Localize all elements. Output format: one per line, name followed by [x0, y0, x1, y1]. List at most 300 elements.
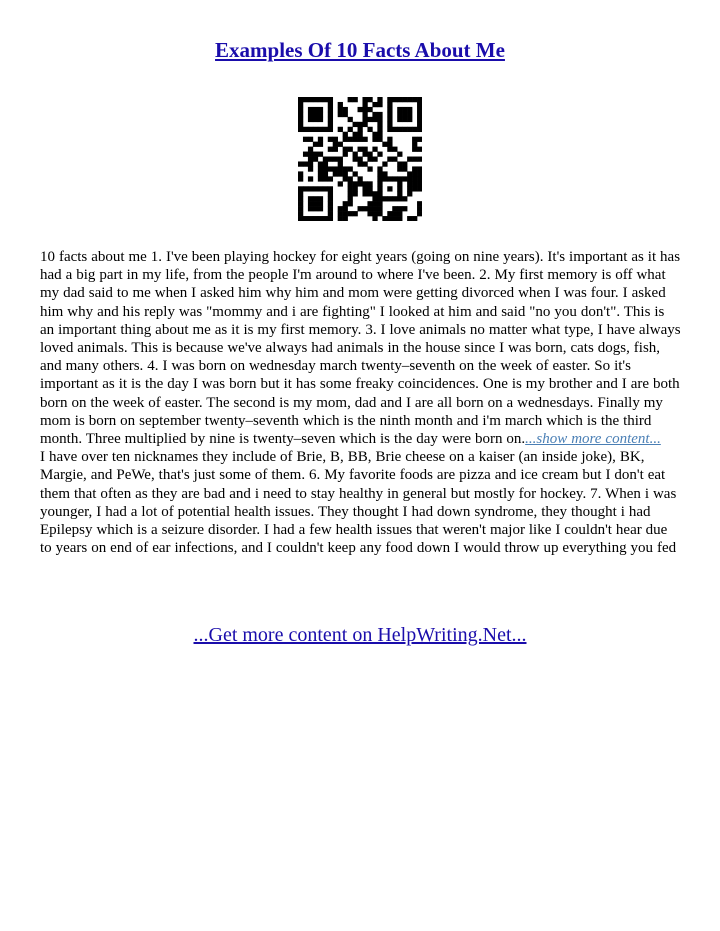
qr-module: [348, 117, 353, 122]
qr-module: [308, 201, 313, 206]
qr-module: [313, 112, 318, 117]
qr-module: [318, 152, 323, 157]
qr-module: [372, 216, 377, 221]
qr-module: [377, 201, 382, 206]
qr-module: [313, 216, 318, 221]
qr-module: [387, 211, 392, 216]
qr-module: [377, 112, 382, 117]
qr-module: [387, 147, 392, 152]
qr-module: [308, 137, 313, 142]
qr-module: [387, 176, 392, 181]
qr-module: [343, 166, 348, 171]
qr-module: [313, 201, 318, 206]
qr-module: [343, 211, 348, 216]
qr-module: [323, 161, 328, 166]
qr-module: [417, 97, 422, 102]
qr-module: [412, 216, 417, 221]
qr-module: [397, 181, 402, 186]
qr-module: [328, 206, 333, 211]
qr-module: [367, 152, 372, 157]
qr-module: [328, 137, 333, 142]
qr-module: [402, 206, 407, 211]
qr-module: [372, 157, 377, 162]
qr-module: [372, 147, 377, 152]
qr-module: [392, 147, 397, 152]
qr-module: [372, 201, 377, 206]
qr-module: [338, 102, 343, 107]
qr-module: [358, 157, 363, 162]
qr-module: [338, 211, 343, 216]
qr-module: [377, 171, 382, 176]
qr-module: [397, 206, 402, 211]
qr-module: [353, 122, 358, 127]
qr-module: [412, 137, 417, 142]
qr-module: [417, 137, 422, 142]
qr-module: [318, 201, 323, 206]
qr-module: [328, 196, 333, 201]
qr-module: [348, 137, 353, 142]
qr-module: [358, 176, 363, 181]
qr-code-icon: [298, 97, 422, 221]
qr-module: [318, 171, 323, 176]
qr-module: [372, 191, 377, 196]
qr-module: [303, 97, 308, 102]
qr-module: [328, 176, 333, 181]
qr-module: [313, 97, 318, 102]
qr-module: [392, 206, 397, 211]
qr-module: [308, 176, 313, 181]
qr-module: [377, 137, 382, 142]
qr-module: [298, 216, 303, 221]
qr-module: [338, 171, 343, 176]
qr-module: [367, 191, 372, 196]
qr-module: [308, 127, 313, 132]
qr-module: [323, 176, 328, 181]
qr-module: [362, 102, 367, 107]
qr-module: [353, 157, 358, 162]
qr-module: [402, 196, 407, 201]
qr-module: [333, 171, 338, 176]
qr-module: [328, 211, 333, 216]
qr-module: [387, 142, 392, 147]
qr-module: [362, 206, 367, 211]
qr-module: [377, 152, 382, 157]
qr-module: [338, 216, 343, 221]
qr-module: [303, 127, 308, 132]
qr-module: [328, 102, 333, 107]
qr-module: [328, 186, 333, 191]
qr-module: [367, 97, 372, 102]
qr-module: [298, 171, 303, 176]
qr-module: [392, 97, 397, 102]
qr-module: [397, 161, 402, 166]
qr-module: [372, 137, 377, 142]
qr-module: [328, 127, 333, 132]
qr-module: [407, 107, 412, 112]
qr-module: [412, 147, 417, 152]
qr-module: [318, 166, 323, 171]
essay-paragraph-1: 10 facts about me 1. I've been playing hockey for eight years (going on nine years). It's important as it has had a big part in my life, from the people I'm around to where I've been. 2. My first memory is off what my dad said to me when I asked him why him and mom were getting divorced when I was four. I asked him why and his reply was "mommy and i are fighting" I looked at him and said "no you don't". This is an important thing about me as it is my first memory. 3. I love animals no matter what type, I have always loved animals. This is because we've always had animals in the house since I was born, cats dogs, fish, and many others. 4. I was born on wednesday march twenty–seventh on the week of easter. So it's important as it is the day I was born but it has some freaky coincidences. One is my brother and I are both born on the week of easter. The second is my mom, dad and I are all born on a wednesdays. Finally my mom is born on september twenty–seventh which is the ninth month and i'm march which is the third month. Three multiplied by nine is twenty–seven which is the day were born on.: [40, 249, 681, 448]
qr-module: [348, 166, 353, 171]
qr-module: [313, 157, 318, 162]
qr-module: [377, 211, 382, 216]
qr-module: [377, 191, 382, 196]
qr-module: [407, 127, 412, 132]
get-more-content-link[interactable]: ...Get more content on HelpWriting.Net...: [193, 624, 527, 646]
qr-module: [318, 127, 323, 132]
qr-module: [377, 102, 382, 107]
qr-module: [367, 206, 372, 211]
qr-module: [333, 142, 338, 147]
qr-module: [338, 206, 343, 211]
qr-module: [417, 102, 422, 107]
qr-module: [397, 216, 402, 221]
qr-module: [372, 196, 377, 201]
qr-module: [343, 201, 348, 206]
qr-module: [343, 137, 348, 142]
qr-module: [367, 181, 372, 186]
qr-module: [298, 201, 303, 206]
qr-module: [318, 142, 323, 147]
qr-module: [412, 186, 417, 191]
qr-module: [377, 166, 382, 171]
qr-module: [303, 137, 308, 142]
qr-module: [402, 107, 407, 112]
qr-module: [348, 176, 353, 181]
qr-module: [348, 181, 353, 186]
qr-module: [392, 157, 397, 162]
qr-module: [353, 171, 358, 176]
qr-module: [417, 122, 422, 127]
qr-module: [313, 152, 318, 157]
qr-module: [298, 211, 303, 216]
qr-module: [362, 122, 367, 127]
qr-module: [377, 186, 382, 191]
qr-module: [362, 161, 367, 166]
qr-module: [333, 166, 338, 171]
qr-module: [318, 176, 323, 181]
qr-module: [348, 127, 353, 132]
qr-module: [298, 206, 303, 211]
qr-module: [353, 211, 358, 216]
qr-module: [387, 157, 392, 162]
qr-module: [407, 97, 412, 102]
qr-module: [392, 216, 397, 221]
qr-module: [362, 112, 367, 117]
qr-module: [318, 216, 323, 221]
qr-module: [298, 102, 303, 107]
qr-module: [348, 201, 353, 206]
qr-module: [382, 176, 387, 181]
qr-module: [382, 171, 387, 176]
qr-module: [402, 117, 407, 122]
qr-module: [387, 107, 392, 112]
qr-module: [417, 112, 422, 117]
qr-module: [387, 216, 392, 221]
qr-module: [298, 127, 303, 132]
qr-module: [323, 186, 328, 191]
qr-module: [367, 186, 372, 191]
qr-module: [412, 166, 417, 171]
qr-module: [417, 176, 422, 181]
qr-module: [313, 107, 318, 112]
qr-module: [377, 122, 382, 127]
qr-module: [358, 147, 363, 152]
qr-module: [362, 191, 367, 196]
qr-module: [397, 176, 402, 181]
qr-module: [308, 147, 313, 152]
qr-module: [358, 181, 363, 186]
qr-module: [417, 206, 422, 211]
qr-module: [392, 196, 397, 201]
qr-module: [338, 181, 343, 186]
qr-module: [417, 157, 422, 162]
qr-module: [328, 117, 333, 122]
qr-module: [318, 117, 323, 122]
qr-module: [397, 112, 402, 117]
qr-module: [303, 186, 308, 191]
qr-module: [318, 206, 323, 211]
qr-module: [343, 112, 348, 117]
qr-module: [328, 97, 333, 102]
qr-module: [323, 157, 328, 162]
qr-module: [313, 127, 318, 132]
qr-module: [372, 117, 377, 122]
qr-module: [353, 191, 358, 196]
qr-module: [372, 132, 377, 137]
qr-module: [362, 181, 367, 186]
qr-module: [377, 127, 382, 132]
qr-module: [402, 112, 407, 117]
qr-module: [402, 127, 407, 132]
qr-module: [318, 186, 323, 191]
qr-module: [353, 181, 358, 186]
qr-module: [367, 127, 372, 132]
qr-module: [328, 112, 333, 117]
qr-module: [323, 171, 328, 176]
qr-module: [412, 142, 417, 147]
qr-module: [343, 132, 348, 137]
qr-module: [343, 216, 348, 221]
qr-module: [338, 127, 343, 132]
qr-module: [313, 142, 318, 147]
qr-module: [328, 166, 333, 171]
qr-module: [323, 166, 328, 171]
qr-module: [417, 211, 422, 216]
qr-module: [343, 147, 348, 152]
qr-module: [397, 107, 402, 112]
qr-module: [338, 112, 343, 117]
qr-module: [407, 157, 412, 162]
qr-module: [372, 102, 377, 107]
qr-module: [298, 196, 303, 201]
qr-module: [308, 152, 313, 157]
qr-module: [313, 196, 318, 201]
qr-module: [362, 117, 367, 122]
qr-module: [323, 97, 328, 102]
qr-module: [358, 122, 363, 127]
qr-module: [417, 186, 422, 191]
qr-module: [402, 161, 407, 166]
qr-module: [402, 166, 407, 171]
qr-module: [328, 147, 333, 152]
qr-module: [358, 107, 363, 112]
qr-module: [412, 157, 417, 162]
qr-module: [298, 97, 303, 102]
qr-module: [402, 97, 407, 102]
qr-module: [367, 157, 372, 162]
qr-module: [348, 147, 353, 152]
qr-module: [308, 196, 313, 201]
qr-module: [358, 161, 363, 166]
qr-module: [392, 211, 397, 216]
qr-module: [377, 206, 382, 211]
qr-module: [387, 127, 392, 132]
qr-module: [387, 196, 392, 201]
qr-module: [343, 206, 348, 211]
qr-module: [407, 117, 412, 122]
qr-module: [362, 147, 367, 152]
qr-module: [397, 196, 402, 201]
qr-module: [417, 166, 422, 171]
qr-module: [412, 176, 417, 181]
qr-module: [377, 117, 382, 122]
qr-module: [303, 152, 308, 157]
document-title-link[interactable]: Examples Of 10 Facts About Me: [215, 38, 505, 62]
qr-module: [298, 186, 303, 191]
qr-module: [343, 152, 348, 157]
qr-module: [358, 132, 363, 137]
qr-module: [382, 216, 387, 221]
qr-module: [308, 97, 313, 102]
qr-module: [328, 107, 333, 112]
qr-module: [417, 181, 422, 186]
qr-module: [397, 166, 402, 171]
qr-module: [308, 186, 313, 191]
qr-module: [362, 97, 367, 102]
qr-module: [377, 181, 382, 186]
qr-module: [338, 161, 343, 166]
qr-module: [323, 127, 328, 132]
qr-module: [382, 161, 387, 166]
qr-module: [348, 211, 353, 216]
qr-module: [313, 117, 318, 122]
qr-module: [392, 127, 397, 132]
qr-module: [372, 112, 377, 117]
qr-module: [362, 107, 367, 112]
qr-module: [377, 132, 382, 137]
qr-module: [333, 157, 338, 162]
qr-module: [417, 147, 422, 152]
qr-module: [367, 166, 372, 171]
qr-module: [382, 196, 387, 201]
qr-module: [417, 127, 422, 132]
qr-module: [333, 137, 338, 142]
qr-module: [377, 97, 382, 102]
qr-module: [323, 216, 328, 221]
qr-module: [318, 97, 323, 102]
qr-module: [298, 176, 303, 181]
qr-module: [387, 102, 392, 107]
qr-module: [402, 176, 407, 181]
qr-module: [353, 132, 358, 137]
qr-module: [303, 216, 308, 221]
qr-module: [298, 107, 303, 112]
qr-module: [338, 107, 343, 112]
qr-module: [407, 186, 412, 191]
qr-module: [362, 137, 367, 142]
qr-module: [328, 157, 333, 162]
qr-module: [318, 137, 323, 142]
qr-module: [328, 122, 333, 127]
qr-module: [397, 191, 402, 196]
qr-module: [367, 107, 372, 112]
qr-module: [303, 161, 308, 166]
qr-module: [343, 176, 348, 181]
qr-module: [417, 117, 422, 122]
qr-module: [407, 181, 412, 186]
qr-module: [387, 137, 392, 142]
qr-module: [417, 171, 422, 176]
qr-module: [308, 107, 313, 112]
qr-module: [412, 127, 417, 132]
qr-module: [397, 97, 402, 102]
qr-module: [318, 112, 323, 117]
qr-module: [397, 127, 402, 132]
qr-module: [338, 166, 343, 171]
qr-module: [397, 117, 402, 122]
qr-module: [333, 147, 338, 152]
qr-module: [318, 161, 323, 166]
qr-module: [397, 152, 402, 157]
qr-module: [417, 201, 422, 206]
essay-paragraph-2: I have over ten nicknames they include of Brie, B, BB, Brie cheese on a kaiser (an inside joke), BK, Margie, and PeWe, that's just some of them. 6. My favorite foods are pizza and ice cream but I don't eat them that often as they are bad and i need to stay healthy in general but mostly for hockey. 7. When i was younger, I had a lot of potential health issues. They thought I had down syndrome, they thought i had Epilepsy which is a seizure disorder. I had a few health issues that weren't major like I couldn't hear due to years on end of ear infections, and I couldn't keep any food down I would throw up everything you fed: [40, 449, 677, 557]
qr-module: [387, 186, 392, 191]
qr-module: [353, 186, 358, 191]
qr-module: [338, 157, 343, 162]
qr-module: [417, 107, 422, 112]
qr-module: [358, 127, 363, 132]
qr-module: [387, 117, 392, 122]
qr-module: [318, 196, 323, 201]
qr-module: [387, 112, 392, 117]
qr-module: [348, 97, 353, 102]
qr-module: [298, 112, 303, 117]
show-more-link[interactable]: ...show more content...: [525, 431, 661, 448]
qr-module: [362, 186, 367, 191]
qr-module: [412, 171, 417, 176]
qr-module: [353, 137, 358, 142]
qr-module: [313, 206, 318, 211]
qr-module: [412, 181, 417, 186]
qr-module: [382, 142, 387, 147]
qr-module: [343, 107, 348, 112]
qr-module: [407, 176, 412, 181]
qr-module: [397, 186, 402, 191]
qr-module: [308, 157, 313, 162]
qr-module: [397, 211, 402, 216]
qr-module: [407, 112, 412, 117]
qr-module: [362, 152, 367, 157]
qr-module: [367, 211, 372, 216]
qr-module: [372, 206, 377, 211]
qr-module: [298, 191, 303, 196]
qr-module: [298, 122, 303, 127]
qr-module: [377, 176, 382, 181]
qr-module: [343, 171, 348, 176]
qr-module: [387, 122, 392, 127]
qr-module: [338, 142, 343, 147]
